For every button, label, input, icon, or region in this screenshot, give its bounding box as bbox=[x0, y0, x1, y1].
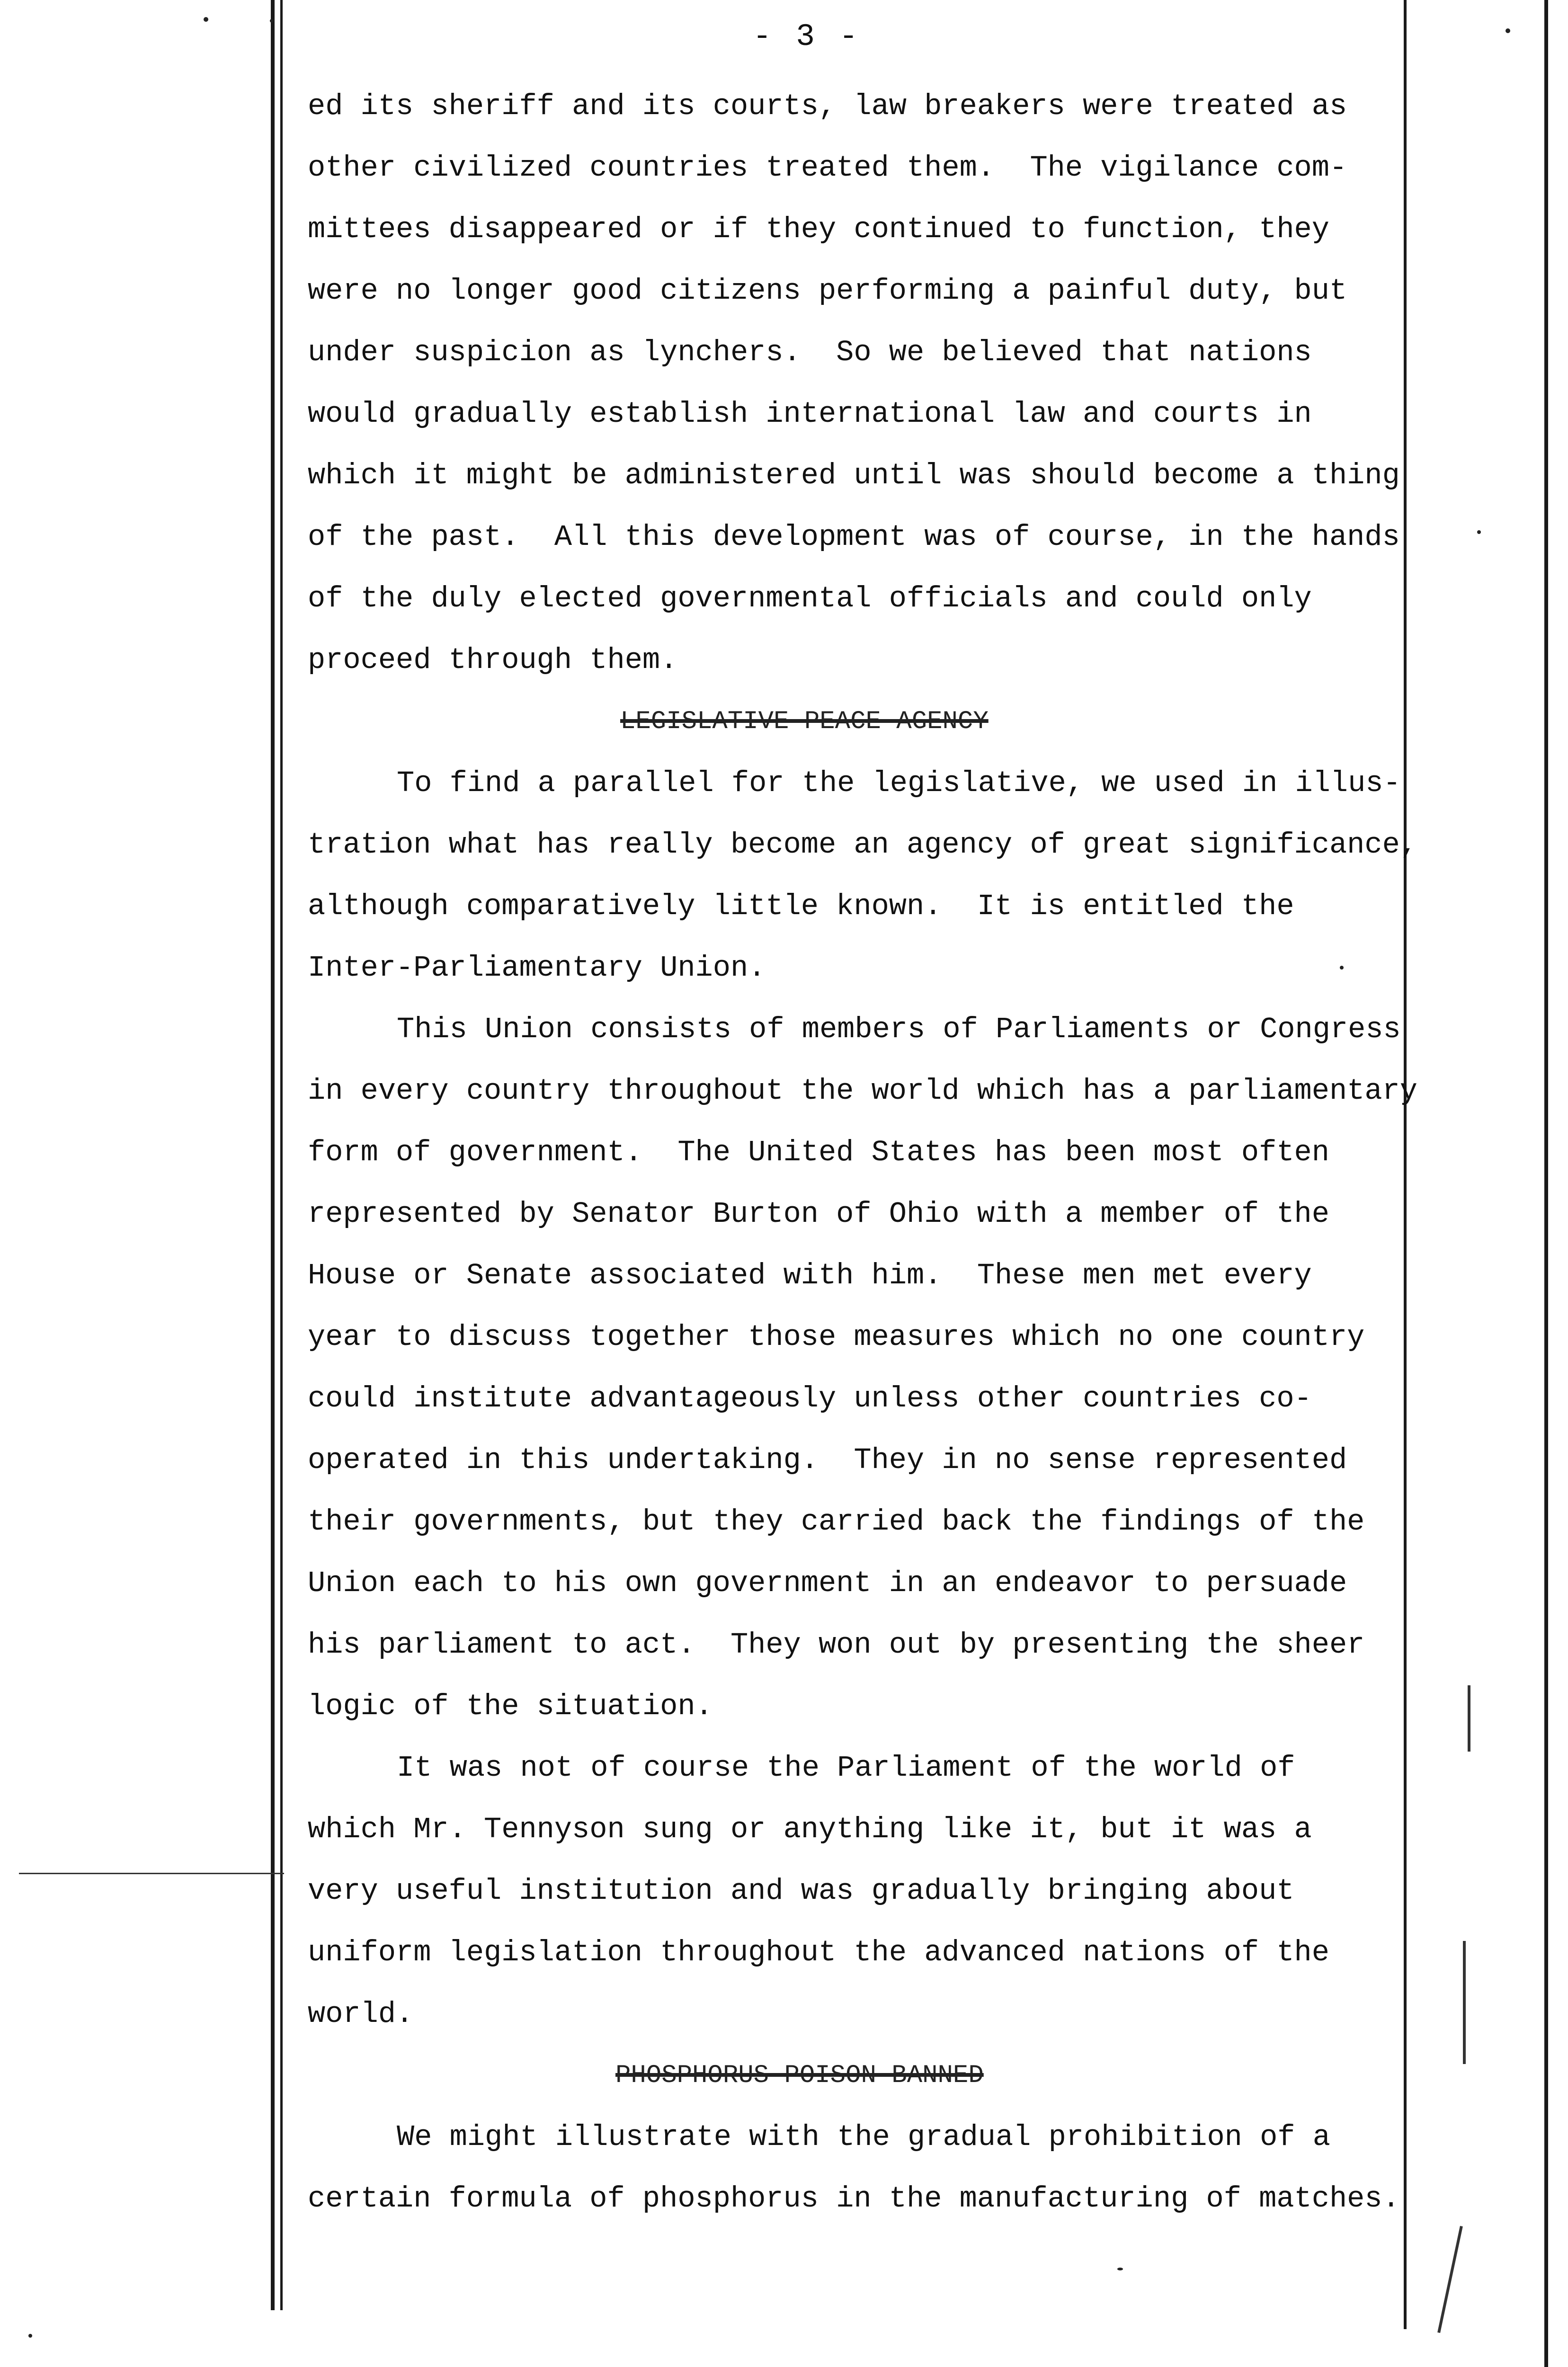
scan-speck bbox=[1477, 530, 1481, 534]
text-line: ed its sheriff and its courts, law breakers were treated as bbox=[308, 89, 1347, 123]
document-body bbox=[308, 76, 1453, 2230]
margin-tick bbox=[19, 1873, 284, 1874]
paragraph bbox=[308, 2107, 1453, 2230]
margin-mark bbox=[1468, 1685, 1470, 1752]
section-heading-struck: LEGISLATIVE PEACE AGENCY bbox=[620, 707, 989, 736]
text-line: year to discuss together those measures which no one country bbox=[308, 1320, 1365, 1354]
text-line: form of government. The United States has been most often bbox=[308, 1136, 1329, 1169]
text-line: their governments, but they carried back the findings of the bbox=[308, 1505, 1365, 1539]
text-line: uniform legislation throughout the advanced nations of the bbox=[308, 1936, 1329, 1969]
scan-speck bbox=[28, 2334, 32, 2338]
left-margin-rule-inner bbox=[280, 0, 283, 2310]
scan-speck bbox=[204, 17, 208, 22]
text-line: his parliament to act. They won out by presenting the sheer bbox=[308, 1628, 1365, 1662]
text-line: of the past. All this development was of course, in the hands bbox=[308, 520, 1400, 554]
text-line: Union each to his own government in an endeavor to persuade bbox=[308, 1566, 1347, 1600]
text-line: were no longer good citizens performing a painful duty, but bbox=[308, 274, 1347, 308]
page-edge-rule bbox=[1544, 0, 1548, 2367]
text-line: certain formula of phosphorus in the manufacturing of matches. bbox=[308, 2182, 1400, 2216]
text-line: would gradually establish international law and courts in bbox=[308, 397, 1312, 431]
text-line: House or Senate associated with him. These men met every bbox=[308, 1259, 1312, 1292]
left-margin-rule bbox=[271, 0, 275, 2310]
text-line: which it might be administered until was should become a thing bbox=[308, 459, 1400, 492]
text-line: which Mr. Tennyson sung or anything like it, but it was a bbox=[308, 1813, 1312, 1846]
text-line: proceed through them. bbox=[308, 643, 678, 677]
scan-speck bbox=[1117, 2268, 1123, 2270]
paragraph bbox=[308, 76, 1453, 691]
paragraph bbox=[308, 753, 1453, 999]
scan-speck bbox=[270, 19, 274, 23]
text-line: represented by Senator Burton of Ohio with a member of the bbox=[308, 1197, 1329, 1231]
paragraph bbox=[308, 1737, 1453, 2045]
text-line: under suspicion as lynchers. So we believed that nations bbox=[308, 336, 1312, 369]
text-line: tration what has really become an agency of great significance, bbox=[308, 828, 1417, 862]
text-line: could institute advantageously unless other countries co- bbox=[308, 1382, 1312, 1415]
paragraph bbox=[308, 999, 1453, 1737]
text-line: Inter-Parliamentary Union. bbox=[308, 951, 766, 985]
page-number: - 3 - bbox=[753, 19, 861, 54]
text-line: very useful institution and was gradually bringing about bbox=[308, 1874, 1294, 1908]
text-line: mittees disappeared or if they continued to function, they bbox=[308, 213, 1329, 246]
section-heading-struck: PHOSPHORUS POISON BANNED bbox=[615, 2061, 984, 2090]
text-line: This Union consists of members of Parliaments or Congress bbox=[397, 1013, 1401, 1046]
text-line: We might illustrate with the gradual prohibition of a bbox=[397, 2120, 1330, 2154]
text-line: operated in this undertaking. They in no sense represented bbox=[308, 1443, 1347, 1477]
text-line: It was not of course the Parliament of the world of bbox=[397, 1751, 1295, 1785]
margin-mark bbox=[1437, 2226, 1463, 2333]
text-line: other civilized countries treated them. The vigilance com- bbox=[308, 151, 1347, 185]
text-line: logic of the situation. bbox=[308, 1690, 713, 1723]
scan-speck bbox=[1506, 28, 1510, 33]
text-line: To find a parallel for the legislative, we used in illus- bbox=[397, 766, 1401, 800]
text-line: of the duly elected governmental officials and could only bbox=[308, 582, 1312, 615]
text-line: in every country throughout the world which has a parliamentary bbox=[308, 1074, 1417, 1108]
margin-mark bbox=[1463, 1941, 1466, 2064]
text-line: world. bbox=[308, 1997, 414, 2031]
text-line: although comparatively little known. It is entitled the bbox=[308, 890, 1294, 923]
